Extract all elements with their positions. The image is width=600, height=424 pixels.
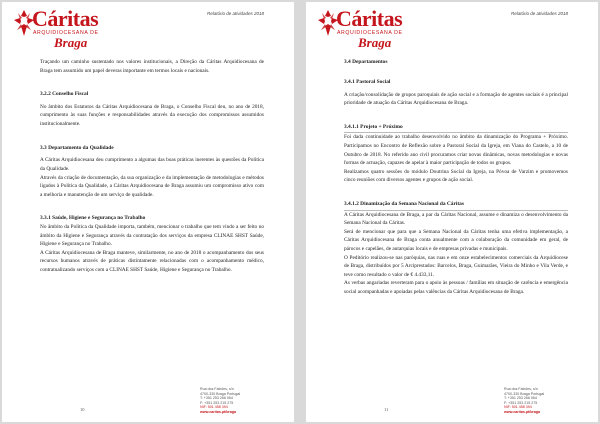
section-text-322: No âmbito dos Estatutos da Cáritas Arquidiocesana de Braga, o Conselho Fiscal deu, no ano de 2018, cumprimento às suas funções e responsabilidades através da execução dos compromissos assumidos institucionalmente. [40,103,264,128]
caritas-logo [10,8,130,50]
section-text-3412-3: O Peditório realizou-se nas paróquias, nas ruas e em onze estabelecimentos comerciais da Arquidiocese de Braga, distribuídos por 5 Arciprestados: Barcelos, Braga, Guimarães, Vieira do Minho e Vila Verde, e teve como resultado o valor de € 4.433,11. [344,254,568,278]
document-page-left [2,2,294,422]
footer-contact [504,387,574,414]
footer-fax: F: +351 253 215 275 [200,400,234,405]
footer-phone: T: +351 253 266 064 [200,396,233,401]
footer-address-2: 4700-330 Braga Portugal [200,391,241,396]
brand-subtitle: ARQUIDIOCESANA DE [33,30,99,36]
footer-contact [200,387,270,414]
section-text-3412-1: A Cáritas Arquidiocesana de Braga, a par da Cáritas Nacional, assume e dinamiza o desenvolvimento da Semana Nacional da Cáritas. [344,211,568,227]
section-text-33-2: Através da criação de documentação, da sua organização e da implementação de metodologias e métodos ligados à Política da Qualidade, a Cáritas Arquidiocesana de Braga assumiu um compromisso ativo com a melhoria e manutenção de um serviço de qualidade. [40,174,264,198]
document-page-right [306,2,598,422]
brand-name: Cáritas [32,6,99,31]
footer-phone: T: +351 253 266 064 [504,396,537,401]
footer-nif: NIF: 501 458 394 [504,405,532,410]
section-text-3411-2: Realizamos quatro sessões do módulo Doutrina Social da Igreja, na Póvoa de Varzim e promovemos cinco reuniões com diversos agentes e grupos de ação social. [344,168,568,184]
brand-city: Braga [358,35,392,50]
section-text-331-2: A Cáritas Arquidiocesana de Braga manteve, similarmente, no ano de 2018 o acompanhamento dos seus recursos humanos através de práticas distintamente relacionadas com o acompanhamento médico, contratualizando serviços com a CLINAE SHST Saúde, Higiene e Segurança no Trabalho. [40,249,264,273]
footer-address-2: 4700-330 Braga Portugal [504,391,545,396]
section-heading-33: 3.3 Departamento da Qualidade [40,144,114,151]
page-number: 10 [80,407,85,412]
section-heading-341: 3.4.1 Pastoral Social [344,78,391,85]
report-title: Relatório de atividades 2018 [510,11,568,16]
page-number: 11 [384,407,389,412]
brand-city: Braga [54,35,88,50]
brand-name: Cáritas [336,6,403,31]
footer-address-1: Rua dos Falcões, s/n [504,387,538,392]
section-heading-34: 3.4 Departamentos [344,59,388,65]
caritas-logo [314,8,434,50]
footer-fax: F: +351 253 215 275 [504,400,538,405]
section-text-3412-4: As verbas angariadas reverteram para o apoio às pessoas / famílias em situação de carência e emergência social acompanhadas e apoiadas pelas valências da Cáritas Arquidiocesana de Braga. [344,280,568,295]
section-text-33-1: A Cáritas Arquidiocesana deu cumprimento a algumas das boas práticas inerentes às questões da Política da Qualidade. [40,157,264,172]
section-text-3412-2: Será de mencionar que para que a Semana Nacional da Cáritas tenha uma efetiva implementação, a Cáritas Arquidiocesana de Braga conta anualmente com a colaboração da comunidade em geral, de párocos e capelães, de autarquias locais e de empresas privadas e municipais. [344,228,568,252]
report-title: Relatório de atividades 2018 [206,11,264,16]
footer-url-link[interactable]: www.caritas.pt/braga [504,409,541,414]
section-heading-3411: 3.4.1.1 Projeto + Próximo [344,123,568,134]
section-text-3411-1: Foi dada continuidade ao trabalho desenvolvido no âmbito da dinamização do Programa + Próximo. Participamos no Encontro de Reflexão sobre a Pastoral Social da Igreja, em Viana do Castelo, a 10 de Outubro de 2018. No referido ano civil procuramos criar novas dinâmicas, novas metodologias e novas formas de actuação, capazes de apelar à maior participação de todos os grupos. [344,134,568,167]
section-heading-322: 3.2.2 Conselho Fiscal [40,91,89,98]
section-heading-331: 3.3.1 Saúde, Higiene e Segurança no Trabalho [40,215,146,222]
footer-address-1: Rua dos Falcões, s/n [200,387,234,392]
section-text-331-1: No âmbito da Política da Qualidade importa, também, mencionar o trabalho que tem vindo a ser feito no âmbito da Higiene e Segurança através da contratação dos serviços da empresa CLINAE SHST Saúde, Higiene e Segurança no Trabalho. [40,224,264,248]
footer-nif: NIF: 501 458 394 [200,405,228,410]
intro-paragraph: Traçando um caminho sustentado nos valores institucionais, a Direção da Cáritas Arquidiocesana de Braga tem assumido um papel deveras importante em termos locais e nacionais. [40,59,264,74]
section-text-341: A criação/consolidação de grupos paroquiais de ação social e a formação de agentes sociais é a principal prioridade de atuação da Cáritas Arquidiocesana de Braga. [344,91,568,107]
page-content [40,58,264,275]
footer-url-link[interactable]: www.caritas.pt/braga [200,409,237,414]
page-content [344,58,568,296]
brand-subtitle: ARQUIDIOCESANA DE [337,30,403,36]
section-heading-3412: 3.4.1.2 Dinamização da Semana Nacional da Cáritas [344,200,568,211]
